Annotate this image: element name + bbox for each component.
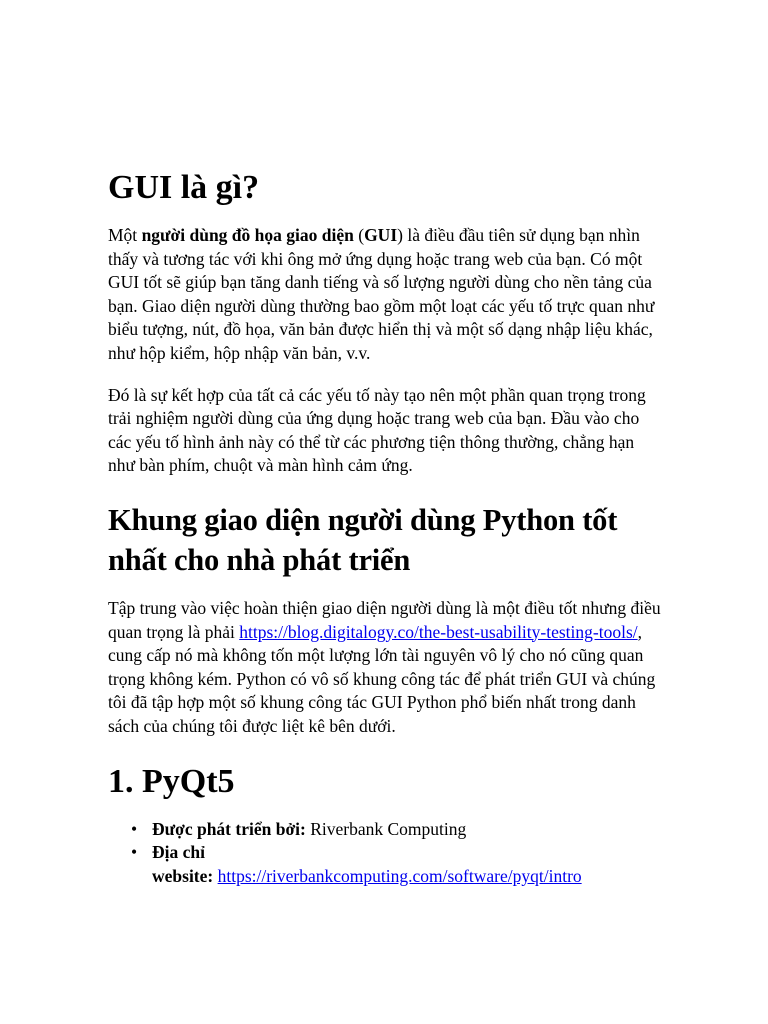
text-run: Tập trung vào việc hoàn thiện giao diện người dùng là một điều tốt nhưng điều quan trọng là phải xyxy=(108,597,661,642)
developer-value: Riverbank Computing xyxy=(305,818,467,839)
website-label-line2: website: xyxy=(152,865,214,886)
bold-term-gui-full: người dùng đồ họa giao diện xyxy=(141,225,354,245)
pyqt5-info-list xyxy=(108,818,664,889)
bold-term-gui: GUI xyxy=(364,225,398,245)
heading-pyqt5: 1. PyQt5 xyxy=(108,762,235,800)
paragraph-gui-definition xyxy=(108,224,664,366)
text-run: ) là điều đầu tiên sử dụng bạn nhìn thấy và tương tác với khi ông mở ứng dụng hoặc trang web của bạn. Có một GUI tốt sẽ giúp bạn tăng danh tiếng và số lượng người dùng cho nền tảng của bạn. Giao diện người dùng thường bao gồm một loạt các yếu tố trực quan như biểu tượng, nút, đồ họa, văn bản được hiển thị và một số dạng nhập liệu khác, như hộp kiểm, hộp nhập văn bản, v.v. xyxy=(108,225,655,363)
bullet-icon: • xyxy=(131,818,138,839)
document-page xyxy=(108,166,664,888)
paragraph-gui-combination: Đó là sự kết hợp của tất cả các yếu tố này tạo nên một phần quan trọng trong trải nghiệm người dùng của ứng dụng hoặc trang web của bạn. Đầu vào cho các yếu tố hình ảnh này có thể từ các phương tiện thông thường, chẳng hạn như bàn phím, chuột và màn hình cảm ứng. xyxy=(108,384,646,476)
text-run: ( xyxy=(353,225,365,245)
heading-best-frameworks: Khung giao diện người dùng Python tốt nhất cho nhà phát triển xyxy=(108,502,618,577)
bullet-icon: • xyxy=(131,842,138,863)
website-label-line1: Địa chỉ xyxy=(152,842,205,863)
list-item-developer xyxy=(108,818,664,842)
text-run: Một xyxy=(108,225,142,245)
paragraph-frameworks-intro xyxy=(108,597,664,739)
list-item-website xyxy=(108,841,664,888)
text-run: , cung cấp nó mà không tốn một lượng lớn tài nguyên vô lý cho nó cũng quan trọng không kém. Python có vô số khung công tác để phát triển GUI và chúng tôi đã tập hợp một số khung công tác GUI Python phổ biến nhất trong danh sách của chúng tôi được liệt kê bên dưới. xyxy=(108,621,656,736)
pyqt-website-link[interactable]: https://riverbankcomputing.com/software/pyqt/intro xyxy=(217,865,582,886)
heading-gui: GUI là gì? xyxy=(108,169,260,206)
developer-label: Được phát triển bởi: xyxy=(152,818,306,839)
usability-testing-link[interactable]: https://blog.digitalogy.co/the-best-usability-testing-tools/ xyxy=(239,621,638,642)
